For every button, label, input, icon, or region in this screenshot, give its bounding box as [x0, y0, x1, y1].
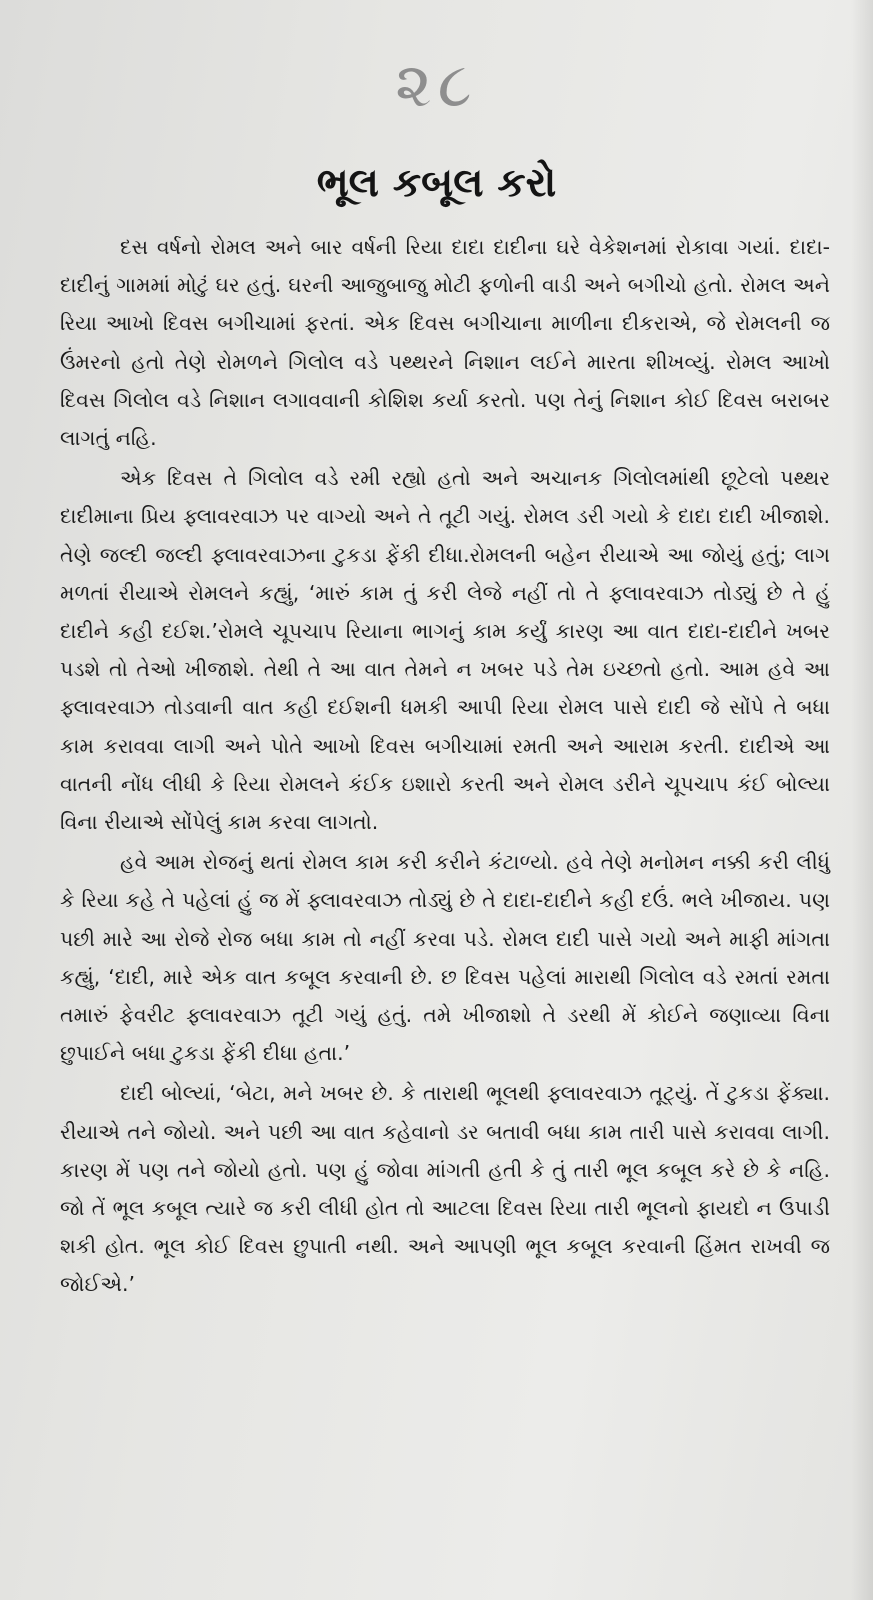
story-body — [60, 228, 830, 1304]
chapter-number: ૨૮ — [395, 48, 478, 121]
paragraph-3: હવે આમ રોજનું થતાં રોમલ કામ કરી કરીને કંટાળ્યો. હવે તેણે મનોમન નક્કી કરી લીધું કે રિયા કહે તે પહેલાં હું જ મેં ફ્લાવરવાઝ તોડ્યું છે તે દાદા-દાદીને કહી દઉં. ભલે ખીજાય. પણ પછી મારે આ રોજે રોજ બધા કામ તો નહીં કરવા પડે. રોમલ દાદી પાસે ગયો અને માફી માંગતા કહ્યું, ‘દાદી, મારે એક વાત કબૂલ કરવાની છે. છ દિવસ પહેલાં મારાથી ગિલોલ વડે રમતાં રમતા તમારું ફેવરીટ ફ્લાવરવાઝ તૂટી ગયું હતું. તમે ખીજાશો તે ડરથી મેં કોઈને જણાવ્યા વિના છુપાઈને બધા ટુકડા ફેંકી દીધા હતા.’ — [60, 850, 830, 1066]
paragraph-4: દાદી બોલ્યાં, ‘બેટા, મને ખબર છે. કે તારાથી ભૂલથી ફ્લાવરવાઝ તૂટ્યું. તેં ટુકડા ફેંક્યા. રીયાએ તને જોયો. અને પછી આ વાત કહેવાનો ડર બતાવી બધા કામ તારી પાસે કરાવવા લાગી. કારણ મેં પણ તને જોયો હતો. પણ હું જોવા માંગતી હતી કે તું તારી ભૂલ કબૂલ કરે છે કે નહિ. જો તેં ભૂલ કબૂલ ત્યારે જ કરી લીધી હોત તો આટલા દિવસ રિયા તારી ભૂલનો ફાયદો ન ઉપાડી શકી હોત. ભૂલ કોઈ દિવસ છુપાતી નથી. અને આપણી ભૂલ કબૂલ કરવાની હિંમત રાખવી જ જોઈએ.’ — [60, 1081, 830, 1297]
paragraph-1: દસ વર્ષનો રોમલ અને બાર વર્ષની રિયા દાદા દાદીના ઘરે વેકેશનમાં રોકાવા ગયાં. દાદા-દાદીનું ગામમાં મોટું ઘર હતું. ઘરની આજુબાજુ મોટી ફળોની વાડી અને બગીચો હતો. રોમલ અને રિયા આખો દિવસ બગીચામાં ફરતાં. એક દિવસ બગીચાના માળીના દીકરાએ, જે રોમલની જ ઉંમરનો હતો તેણે રોમળને ગિલોલ વડે પથ્થરને નિશાન લઈને મારતા શીખવ્યું. રોમલ આખો દિવસ ગિલોલ વડે નિશાન લગાવવાની કોશિશ કર્યા કરતો. પણ તેનું નિશાન કોઈ દિવસ બરાબર લાગતું નહિ. — [60, 235, 830, 451]
chapter-title: ભૂલ કબૂલ કરો — [316, 160, 557, 206]
paragraph-2: એક દિવસ તે ગિલોલ વડે રમી રહ્યો હતો અને અચાનક ગિલોલમાંથી છૂટેલો પથ્થર દાદીમાના પ્રિય ફ્લાવરવાઝ પર વાગ્યો અને તે તૂટી ગયું. રોમલ ડરી ગયો કે દાદા દાદી ખીજાશે. તેણે જલ્દી જલ્દી ફ્લાવરવાઝના ટુકડા ફેંકી દીધા.રોમલની બહેન રીયાએ આ જોયું હતું; લાગ મળતાં રીયાએ રોમલને કહ્યું, ‘મારું કામ તું કરી લેજે નહીં તો તે ફ્લાવરવાઝ તોડ્યું છે તે હું દાદીને કહી દઈશ.’રોમલે ચૂપચાપ રિયાના ભાગનું કામ કર્યું કારણ આ વાત દાદા-દાદીને ખબર પડશે તો તેઓ ખીજાશે. તેથી તે આ વાત તેમને ન ખબર પડે તેમ ઇચ્છતો હતો. આમ હવે આ ફ્લાવરવાઝ તોડવાની વાત કહી દઈશની ધમકી આપી રિયા રોમલ પાસે દાદી જે સોંપે તે બધા કામ કરાવવા લાગી અને પોતે આખો દિવસ બગીચામાં રમતી અને આરામ કરતી. દાદીએ આ વાતની નોંધ લીધી કે રિયા રોમલને કંઈક ઇશારો કરતી અને રોમલ ડરીને ચૂપચાપ કંઈ બોલ્યા વિના રીયાએ સોંપેલું કામ કરવા લાગતો. — [60, 466, 830, 835]
page-edge-shadow — [851, 0, 873, 1600]
